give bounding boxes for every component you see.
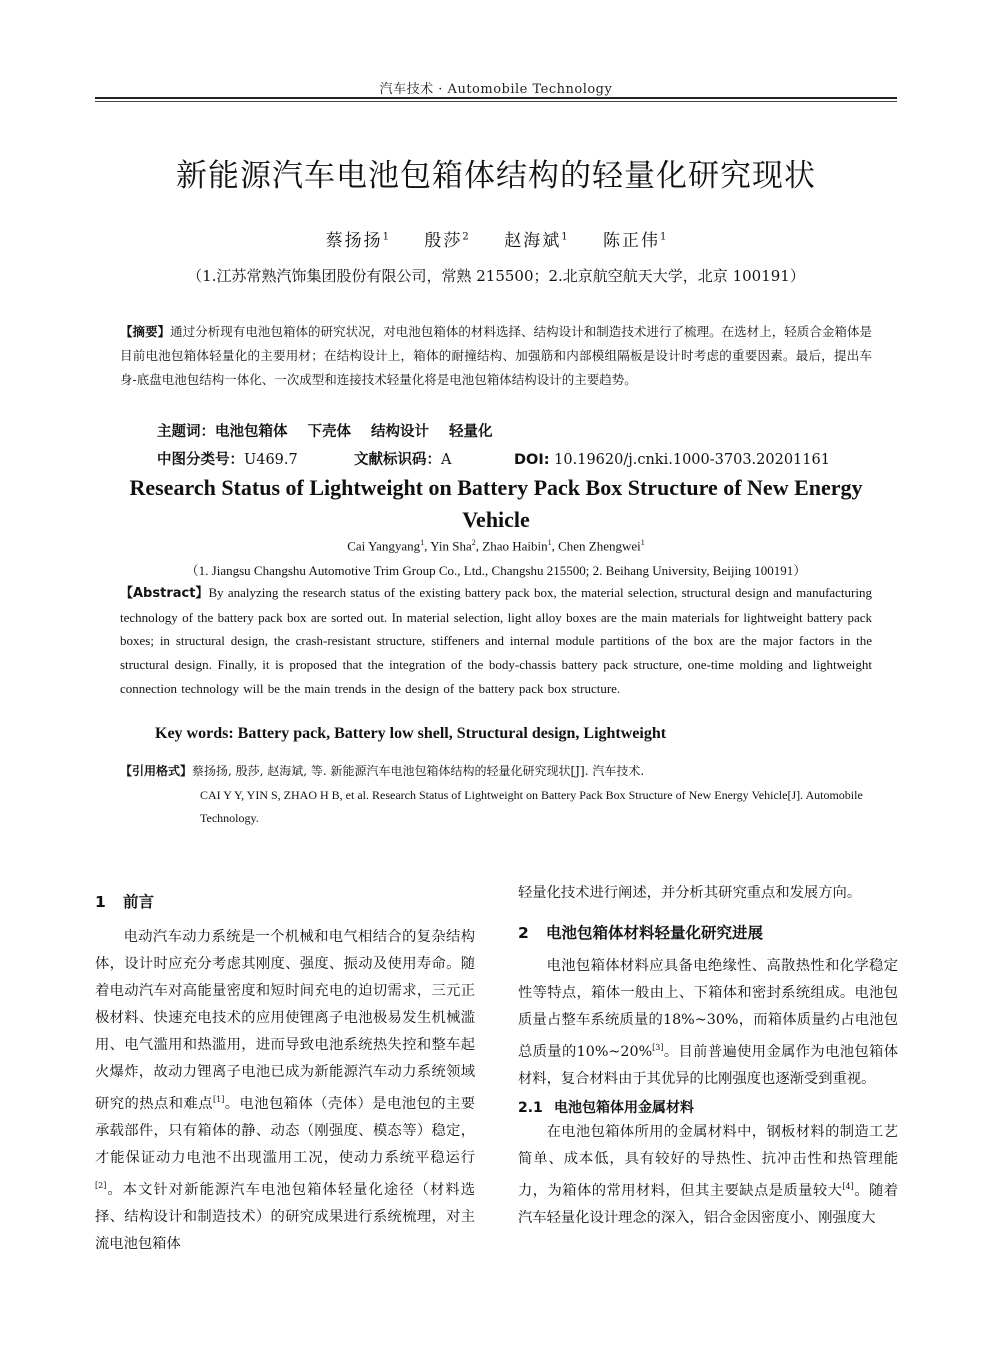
clc-value: U469.7 (244, 452, 298, 468)
doi-label: DOI: (514, 452, 550, 468)
keywords-en (155, 725, 666, 743)
section-heading: 1 前言 (95, 893, 155, 911)
ref-marker: [4] (842, 1181, 854, 1191)
keywords-en-text: Battery pack, Battery low shell, Structural design, Lightweight (237, 725, 667, 742)
abstract-en (120, 581, 872, 701)
clc-label: 中图分类号： (157, 452, 244, 468)
header-rule-thin (95, 101, 897, 102)
paragraph: 电动汽车动力系统是一个机械和电气相结合的复杂结构体，设计时应充分考虑其刚度、强度、振动及使用寿命。随着电动汽车对高能量密度和短时间充电的迫切需求，三元正极材料、快速充电技术的应用使锂离子电池极易发生机械滥用、电气滥用和热滥用，进而导致电池系统热失控和整车起火爆炸，故动力锂离子电池已成为新能源汽车动力系统领域研究的热点和难点[1]。电池包箱体（壳体）是电池包的主要承载部件，只有箱体的静、动态（刚强度、模态等）稳定，才能保证动力电池不出现滥用工况，使动力系统平稳运行[2]。本文针对新能源汽车电池包箱体轻量化途径（材料选择、结构设计和制造技术）的研究成果进行系统梳理，对主流电池包箱体 (95, 929, 476, 1252)
paragraph: 在电池包箱体所用的金属材料中，钢板材料的制造工艺简单、成本低，具有较好的导热性、抗冲击性和热管理能力，为箱体的常用材料，但其主要缺点是质量较大[4]。随着汽车轻量化设计理念的深入，铝合金因密度小、刚强度大 (518, 1123, 899, 1226)
right-column (518, 880, 898, 1232)
keywords-en-label: Key words: (155, 725, 234, 742)
authors-en: Cai Yangyang$^1$, Yin Sha$^2$, Zhao Haibin$^1$, Chen Zhengwei$^1$ (347, 538, 645, 554)
ref-marker: [1] (212, 1095, 225, 1104)
keyword: 电池包箱体 (215, 424, 288, 440)
author-cn: 陈正伟$^1$ (602, 231, 667, 251)
header-rule (95, 97, 897, 99)
abstract-cn-text: 通过分析现有电池包箱体的研究状况，对电池包箱体的材料选择、结构设计和制造技术进行了梳理。在选材上，轻质合金箱体是目前电池包箱体轻量化的主要用材；在结构设计上，箱体的耐撞结构、加强筋和内部模组隔板是设计时考虑的重要因素。最后，提出车身-底盘电池包结构一体化、一次成型和连接技术轻量化将是电池包箱体结构设计的主要趋势。 (120, 324, 872, 387)
abstract-en-label: 【Abstract】 (120, 586, 209, 601)
citation-label: 【引用格式】 (120, 764, 193, 778)
keyword: 结构设计 (371, 424, 429, 440)
affiliation-cn: （1.江苏常熟汽饰集团股份有限公司，常熟 215500；2.北京航空航天大学，北京 100191） (187, 267, 805, 285)
paragraph: 电池包箱体材料应具备电绝缘性、高散热性和化学稳定性等特点，箱体一般由上、下箱体和密封系统组成。电池包质量占整车系统质量的18%~30%，而箱体质量约占电池包总质量的10%~20%[3]。目前普遍使用金属作为电池包箱体材料，复合材料由于其优异的比刚强度也逐渐受到重视。 (518, 958, 898, 1087)
keywords-cn-label: 主题词： (157, 424, 215, 440)
ref-marker: [2] (95, 1180, 107, 1190)
title-cn: 新能源汽车电池包箱体结构的轻量化研究现状 (176, 158, 816, 194)
citation-cn: 蔡扬扬, 殷莎, 赵海斌, 等. 新能源汽车电池包箱体结构的轻量化研究现状[J]. 汽车技术. (192, 764, 645, 778)
keyword: 轻量化 (449, 424, 493, 440)
author-cn: 赵海斌$^1$ (504, 231, 568, 251)
doc-code-label: 文献标识码： (354, 452, 441, 468)
abstract-cn (120, 320, 872, 392)
running-head: 汽车技术 · Automobile Technology (379, 82, 613, 97)
doc-code-value: A (441, 452, 452, 468)
citation-block (120, 760, 880, 831)
left-column (95, 890, 475, 1258)
ref-marker: [3] (652, 1043, 664, 1052)
title-en: Research Status of Lightweight on Battery Pack Box Structure of New Energy Vehicle (129, 475, 863, 532)
keyword: 下壳体 (307, 424, 351, 440)
author-cn: 蔡扬扬$^1$ (325, 231, 390, 251)
section-heading: 2 电池包箱体材料轻量化研究进展 (518, 924, 764, 942)
author-cn: 殷莎$^2$ (424, 231, 469, 251)
affiliation-en: （1. Jiangsu Changshu Automotive Trim Group Co., Ltd., Changshu 215500; 2. Beihang University, Beijing 100191） (185, 563, 807, 578)
classification-row (157, 448, 877, 469)
citation-en: CAI Y Y, YIN S, ZHAO H B, et al. Research Status of Lightweight on Battery Pack Box Structure of New Energy Vehicle[J]. Automobile Technology. (200, 787, 863, 825)
paragraph-continuation: 轻量化技术进行阐述，并分析其研究重点和发展方向。 (518, 885, 862, 901)
abstract-cn-label: 【摘要】 (120, 324, 171, 339)
subsection-heading: 2.1 电池包箱体用金属材料 (518, 1099, 694, 1116)
abstract-en-text: By analyzing the research status of the existing battery pack box, the material selection, structural design and manufacturing technology of the battery pack box are sorted out. In material selection, light alloy boxes are the main materials for lightweight battery pack boxes; in structural design, the crash-resistant structure, stiffeners and internal module partitions of the box are the major factors in the structural design. Finally, it is proposed that the integration of the body-chassis battery pack structure, one-time molding and lightweight connection technology will be the main trends in the design of the battery pack box structure. (120, 585, 872, 696)
authors-cn (0, 226, 992, 251)
keywords-cn (157, 420, 513, 441)
doi-value: 10.19620/j.cnki.1000-3703.20201161 (554, 452, 830, 468)
